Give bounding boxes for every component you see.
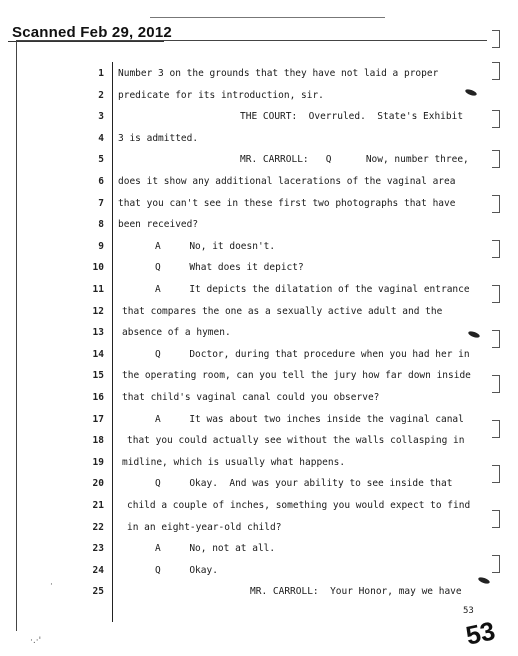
transcript-line [0, 565, 500, 587]
line-text: Q Doctor, during that procedure when you had her in [155, 348, 470, 360]
line-number: 1 [98, 68, 104, 79]
scan-speck: · [50, 580, 53, 590]
line-number: 3 [98, 111, 104, 123]
line-text: that you can't see in these first two photographs that have [118, 197, 456, 209]
transcript-line [0, 68, 500, 90]
binding-bracket [492, 195, 500, 213]
transcript-line [0, 349, 500, 371]
line-number: 14 [92, 348, 104, 360]
line-number: 12 [92, 305, 104, 317]
binding-bracket [492, 62, 500, 80]
line-text: the operating room, can you tell the jury how far down inside [122, 370, 471, 382]
line-text: in an eight-year-old child? [127, 521, 282, 533]
binding-bracket [492, 510, 500, 528]
line-number: 7 [98, 197, 104, 209]
line-text: that you could actually see without the walls collasping in [127, 435, 465, 447]
binding-bracket [492, 465, 500, 483]
line-number: 16 [92, 392, 104, 403]
line-text: A No, not at all. [155, 543, 276, 555]
line-text: A It was about two inches inside the vaginal canal [155, 413, 464, 425]
line-text: child a couple of inches, something you would expect to find [127, 500, 471, 511]
line-number: 18 [92, 435, 104, 447]
line-number: 19 [92, 456, 104, 468]
line-text: does it show any additional lacerations of the vaginal area [118, 176, 456, 187]
binding-bracket [492, 240, 500, 258]
binding-bracket [492, 110, 500, 128]
line-number: 11 [92, 284, 104, 295]
line-text: predicate for its introduction, sir. [118, 89, 324, 101]
transcript-line [0, 133, 500, 155]
line-text: that child's vaginal canal could you observe? [122, 392, 380, 403]
transcript-line [0, 522, 500, 544]
line-number: 2 [98, 89, 104, 101]
binding-bracket [492, 420, 500, 438]
binding-bracket [492, 555, 500, 573]
line-number: 15 [92, 370, 104, 382]
binding-bracket [492, 150, 500, 168]
transcript-line [0, 370, 500, 392]
line-number: 5 [98, 154, 104, 166]
line-text: A It depicts the dilatation of the vaginal entrance [155, 284, 470, 295]
line-text: Number 3 on the grounds that they have not laid a proper [118, 68, 439, 79]
line-number: 6 [98, 176, 104, 187]
line-number: 23 [92, 543, 104, 555]
line-text: MR. CARROLL: Your Honor, may we have [250, 586, 462, 598]
line-number: 10 [92, 262, 104, 274]
transcript-line [0, 176, 500, 198]
line-number: 8 [98, 219, 104, 231]
scan-speck: ·.·' [30, 636, 42, 646]
line-text: that compares the one as a sexually active adult and the [122, 305, 443, 317]
binding-bracket [492, 30, 500, 48]
transcript-line [0, 284, 500, 306]
transcript-line [0, 457, 500, 479]
top-rule [150, 17, 385, 18]
transcript-line [0, 478, 500, 500]
line-number: 21 [92, 500, 104, 511]
scan-stamp: Scanned Feb 29, 2012 [12, 24, 172, 41]
binding-bracket [492, 285, 500, 303]
transcript-line [0, 414, 500, 436]
line-number: 13 [92, 327, 104, 339]
transcript-line [0, 90, 500, 112]
transcript-line [0, 327, 500, 349]
transcript-line [0, 154, 500, 176]
line-number: 22 [92, 521, 104, 533]
transcript-line [0, 306, 500, 328]
transcript-line [0, 241, 500, 263]
line-text: Q Okay. [155, 564, 218, 576]
line-text: 3 is admitted. [118, 132, 199, 144]
line-number: 17 [92, 413, 104, 425]
line-number: 9 [98, 240, 104, 252]
line-text: been received? [118, 219, 199, 231]
line-text: Q Okay. And was your ability to see inside that [155, 478, 453, 490]
transcript-line [0, 586, 500, 608]
transcript-line [0, 262, 500, 284]
line-number: 25 [92, 586, 104, 598]
line-text: A No, it doesn't. [155, 240, 276, 252]
handwritten-page-number: 53 [463, 615, 498, 651]
line-text: MR. CARROLL: Q Now, number three, [240, 154, 469, 166]
transcript-line [0, 543, 500, 565]
line-text: midline, which is usually what happens. [122, 456, 346, 468]
line-text: absence of a hymen. [122, 327, 231, 339]
line-number: 24 [92, 564, 104, 576]
transcript-line [0, 500, 500, 522]
transcript-line [0, 392, 500, 414]
line-text: Q What does it depict? [155, 262, 304, 274]
transcript-line [0, 435, 500, 457]
transcript-line [0, 111, 500, 133]
line-text: THE COURT: Overruled. State's Exhibit [240, 111, 464, 123]
transcript-line [0, 219, 500, 241]
line-number: 20 [92, 478, 104, 490]
binding-bracket [492, 375, 500, 393]
line-number: 4 [98, 132, 104, 144]
transcript-line [0, 198, 500, 220]
page-number: 53 [463, 606, 474, 616]
binding-bracket [492, 330, 500, 348]
